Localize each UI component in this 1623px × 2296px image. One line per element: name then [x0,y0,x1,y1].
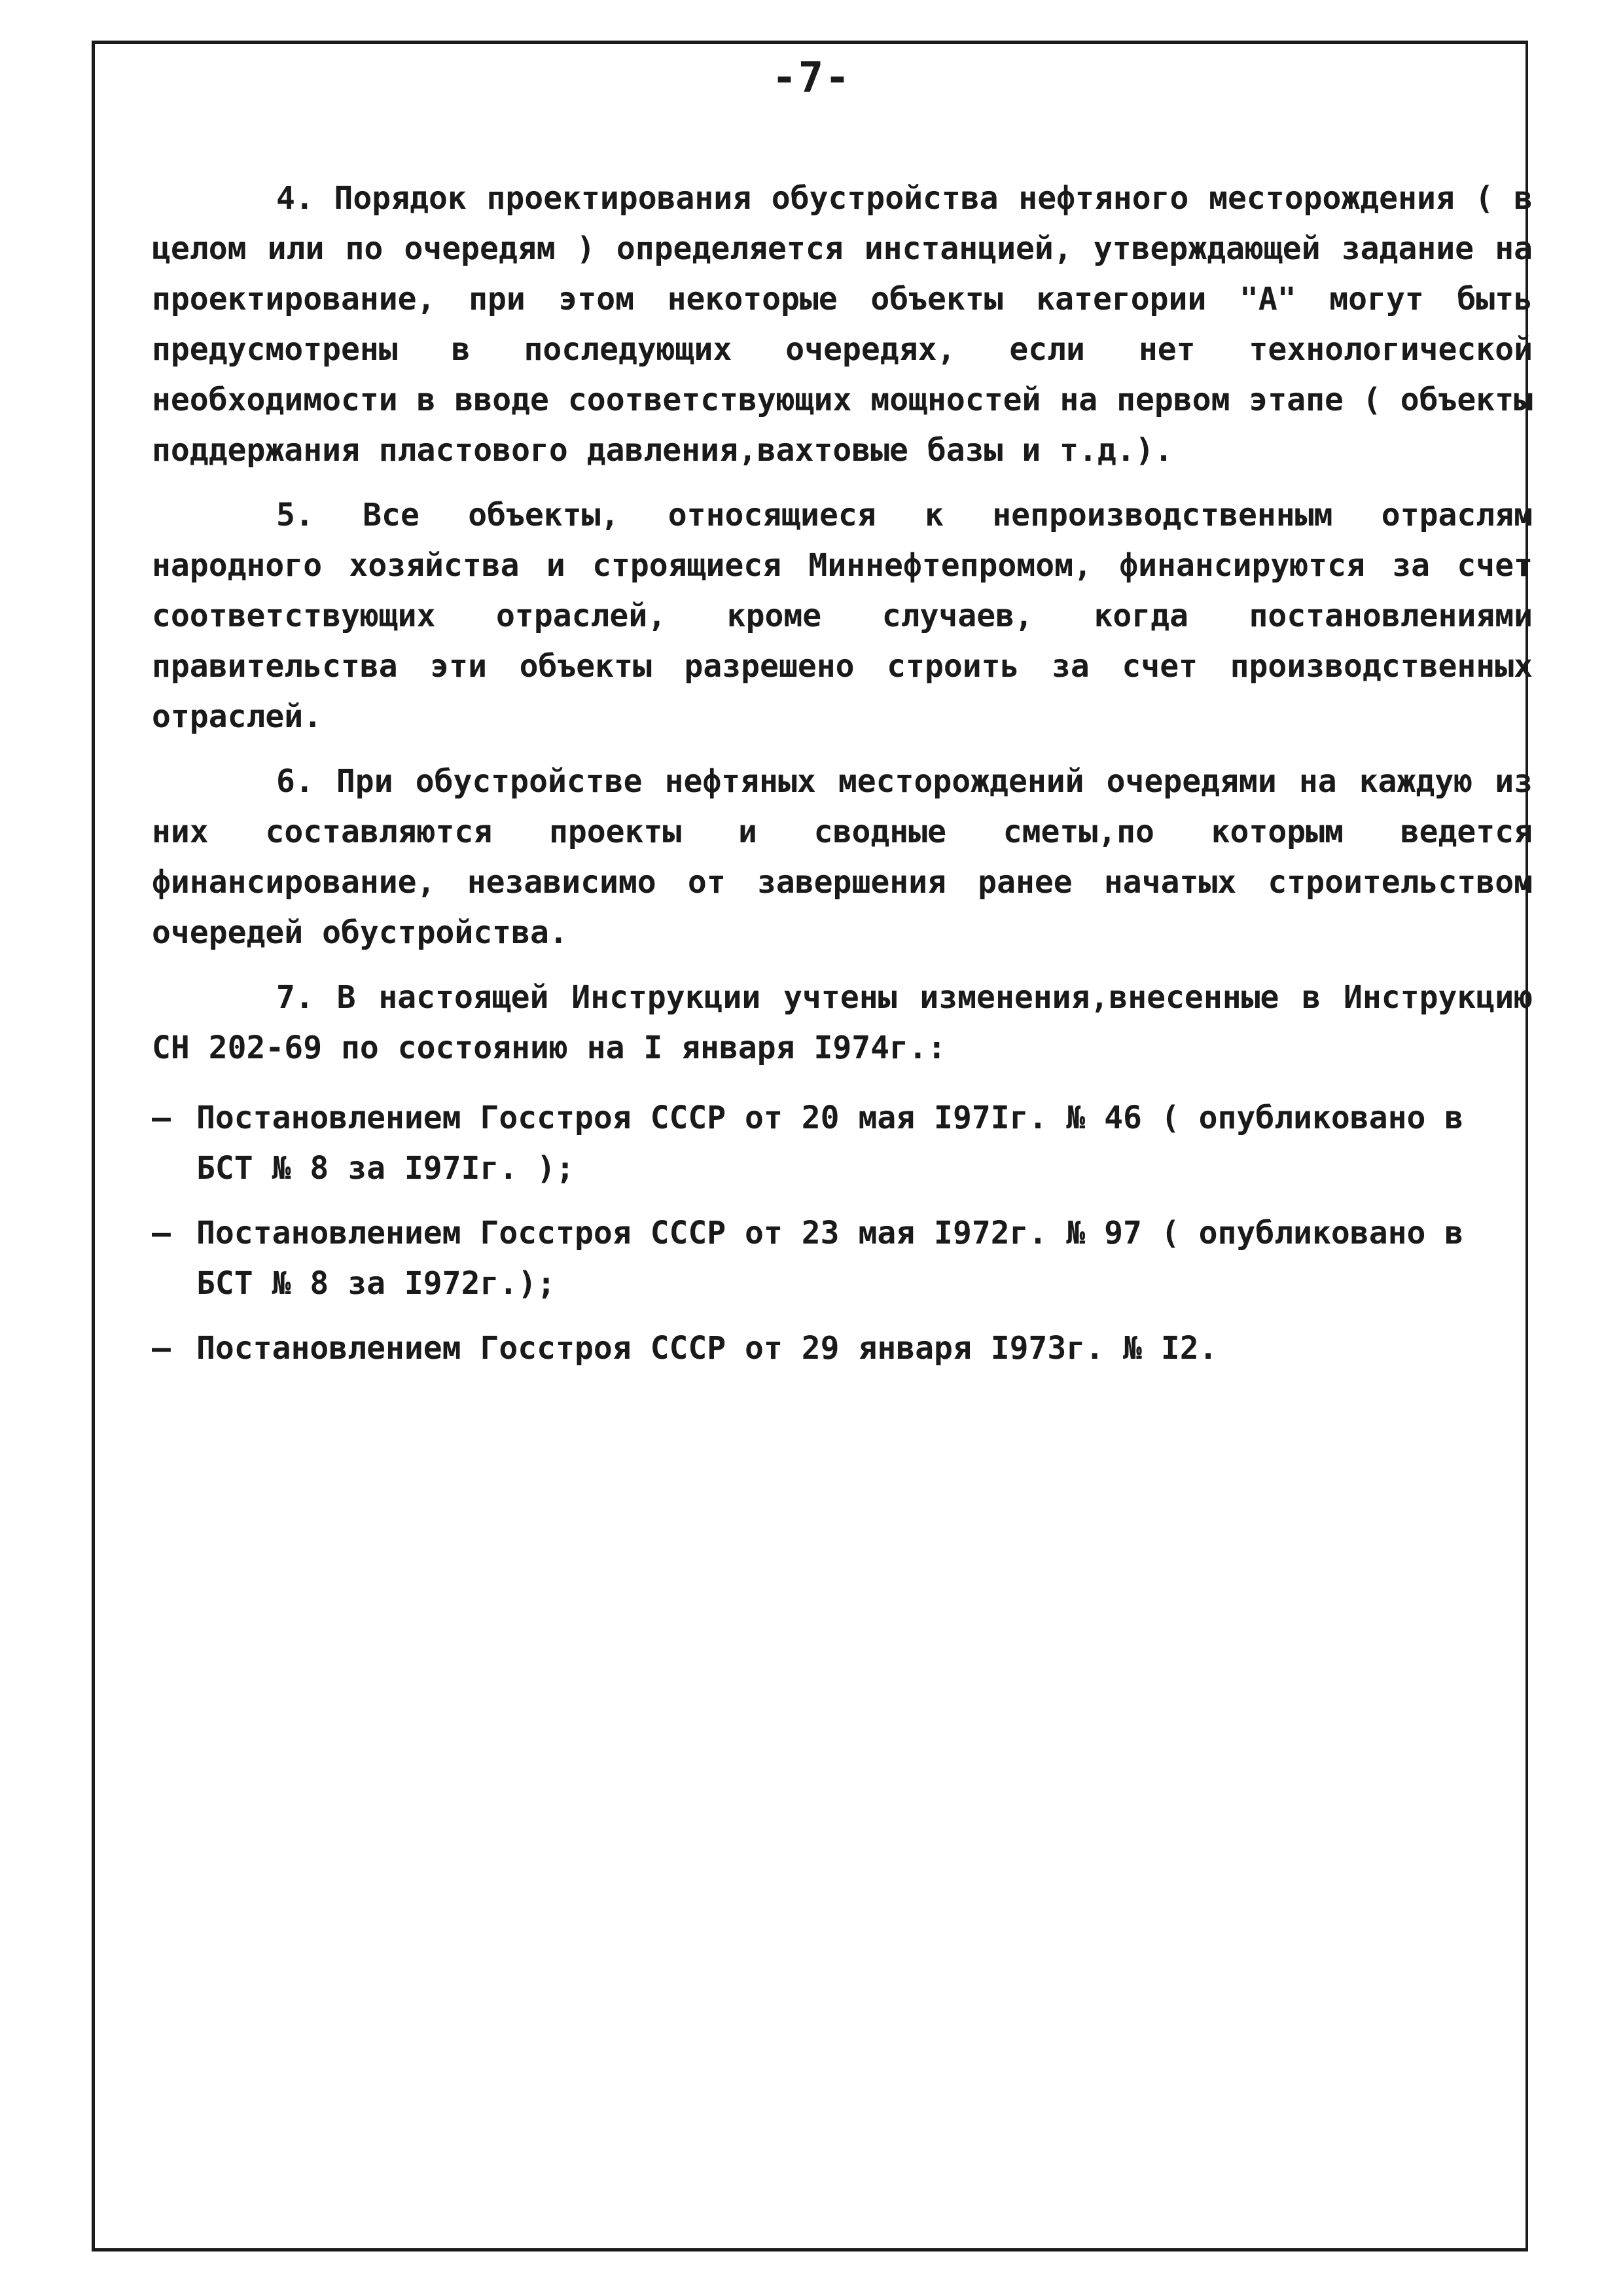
paragraph-4: 4. Порядок проектирования обустройства нефтяного месторождения ( в целом или по очередям ) определяется инстанцией, утверждающей задание на проектирование, при этом некоторые объекты категории "А" могут быть предусмотрены в последующих очередях, если нет технологической необходимости в вводе соответствующих мощностей на первом этапе ( объекты поддержания пластового давления,вахтовые базы и т.д.). [152,180,1533,469]
list-item [152,1093,1533,1194]
list-dash: – [152,1100,171,1136]
list-item-text: Постановлением Госстроя СССР от 20 мая I97Iг. № 46 ( опубликовано в БСТ № 8 за I97Iг. ); [196,1100,1464,1187]
list-item [152,1208,1533,1309]
paragraph-6: 6. При обустройстве нефтяных месторождений очередями на каждую из них составляются проекты и сводные сметы,по которым ведется финансирование, независимо от завершения ранее начатых строительством очередей обустройства. [152,763,1533,951]
page-number: -7- [772,54,851,102]
list-item [152,1323,1533,1374]
paragraph-5: 5. Все объекты, относящиеся к непроизводственным отраслям народного хозяйства и строящиеся Миннефтепромом, финансируются за счет соответствующих отраслей, кроме случаев, когда постановлениями правительства эти объекты разрешено строить за счет производственных отраслей. [152,497,1533,735]
paragraph-7: 7. В настоящей Инструкции учтены изменения,внесенные в Инструкцию СН 202-69 по состоянию на I января I974г.: [152,979,1533,1066]
list-item-text: Постановлением Госстроя СССР от 29 января I973г. № I2. [196,1330,1218,1367]
amendments-list [152,1093,1533,1374]
document-body [152,173,1533,1388]
list-dash: – [152,1215,171,1251]
list-item-text: Постановлением Госстроя СССР от 23 мая I972г. № 97 ( опубликовано в БСТ № 8 за I972г.); [196,1215,1464,1302]
list-dash: – [152,1330,171,1367]
